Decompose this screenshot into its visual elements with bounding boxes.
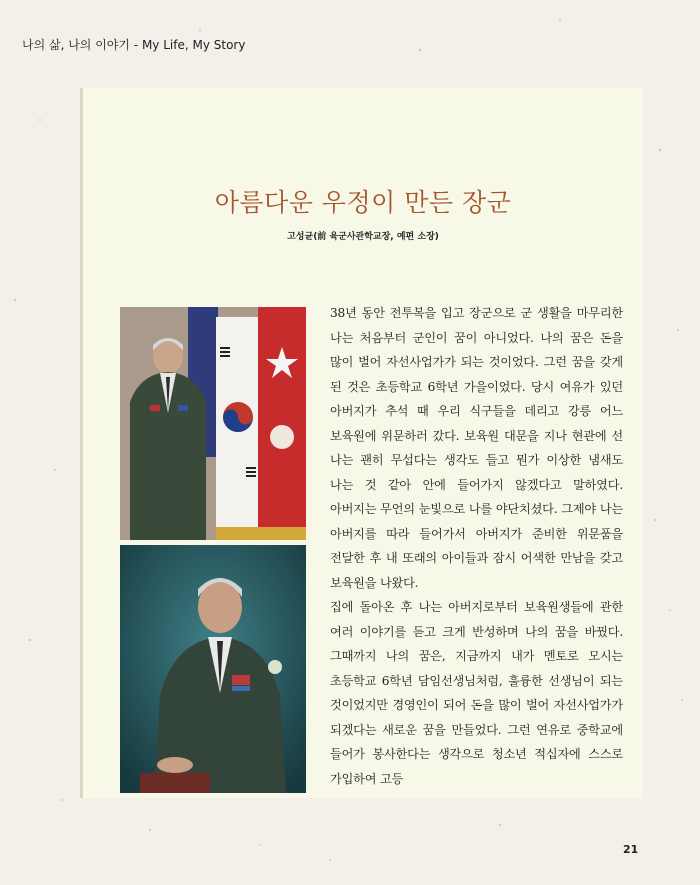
- running-header: 나의 삶, 나의 이야기 - My Life, My Story: [22, 38, 246, 52]
- paragraph-2: 집에 돌아온 후 나는 아버지로부터 보육원생들에 관한 여러 이야기를 듣고 크게 반성하며 나의 꿈을 바꿨다. 그때까지 나의 꿈은, 지금까지 내가 멘토로 모시는 초등학교 6학년 담임선생님처럼, 훌륭한 선생님이 되는 것이었지만 경영인이 되어 돈을 많이 벌어 자선사업가가 되겠다는 새로운 꿈을 만들었다. 그런 연유로 중학교에 들어가 봉사한다는 생각으로 청소년 적십자에 스스로 가입하여 고등: [330, 600, 623, 786]
- paragraph-1: 38년 동안 전투복을 입고 장군으로 군 생활을 마무리한 나는 처음부터 군인이 꿈이 아니었다. 나의 꿈은 돈을 많이 벌어 자선사업가가 되는 것이었다. 그런 꿈을 갖게 된 것은 초등학교 6학년 가을이었다. 당시 여유가 있던 아버지가 추석 때 우리 식구들을 데리고 강릉 어느 보육원에 위문하러 갔다. 보육원 대문을 지나 현관에 선 나는 괜히 무섭다는 생각도 들고 뭔가 이상한 냄새도 나는 것 같아 안에 들어가지 않겠다고 말하였다. 아버지는 무언의 눈빛으로 나를 야단치셨다. 그제야 나는 아버지를 따라 들어가서 아버지가 준비한 위문품을 전달한 후 내 또래의 아이들과 잠시 어색한 만남을 갖고 보육원을 나왔다.: [330, 306, 623, 590]
- photo-general-with-flags: [120, 307, 306, 540]
- article-byline: 고성균(前 육군사관학교장, 예편 소장): [287, 232, 439, 242]
- photo-general-portrait: [120, 545, 306, 793]
- article-body: [330, 301, 623, 791]
- article-title: 아름다운 우정이 만든 장군: [214, 188, 512, 217]
- article-panel: [80, 88, 643, 798]
- page-number: 21: [623, 843, 639, 856]
